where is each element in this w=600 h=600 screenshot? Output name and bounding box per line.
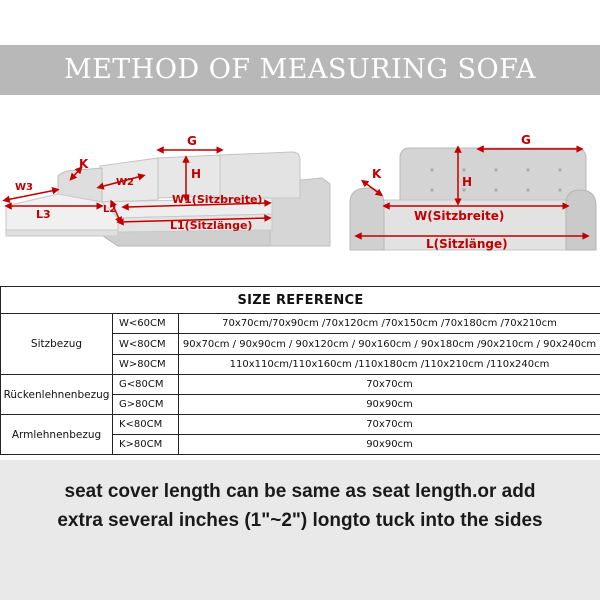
label-h-right: H [462,175,473,189]
header-banner [0,45,600,95]
table-header-row [1,287,600,314]
sofa-illustration [350,148,596,250]
table-row [1,415,600,435]
label-l2: L2 [103,204,117,215]
footer-line-2: extra several inches (1"~2") longto tuck into the sides [57,510,543,531]
sizes-cell: 70x70cm [179,415,600,435]
category-rueckenlehnenbezug: Rückenlehnenbezug [1,375,113,415]
size-reference-table-wrap [0,286,600,454]
label-g-left: G [187,134,197,148]
sizes-cell: 90x70cm / 90x90cm / 90x120cm / 90x160cm / 90x180cm /90x210cm / 90x240cm [179,334,600,355]
sectional-sofa-illustration [6,152,330,246]
label-k-left: K [79,157,89,171]
sectional-sofa-diagram [0,118,345,263]
label-w3: W3 [15,182,33,193]
table-row [1,375,600,395]
condition-cell: G<80CM [113,375,179,395]
category-armlehnenbezug: Armlehnenbezug [1,415,113,455]
condition-cell: W<80CM [113,334,179,355]
label-l-right: L(Sitzlänge) [426,237,508,251]
footer-line-1: seat cover length can be same as seat length.or add [64,481,536,502]
label-k-right: K [372,167,382,181]
label-l3: L3 [36,208,51,221]
category-sitzbezug: Sitzbezug [1,314,113,375]
sofa-diagram [340,118,600,263]
sizes-cell: 90x90cm [179,395,600,415]
sizes-cell: 70x70cm/70x90cm /70x120cm /70x150cm /70x180cm /70x210cm [179,314,600,334]
sizes-cell: 110x110cm/110x160cm /110x180cm /110x210cm /110x240cm [179,355,600,375]
label-l1: L1(Sitzlänge) [170,219,253,232]
sizes-cell: 70x70cm [179,375,600,395]
header-title: METHOD OF MEASURING SOFA [63,54,537,85]
condition-cell: W>80CM [113,355,179,375]
label-g-right: G [521,133,531,147]
table-row [1,314,600,334]
condition-cell: G>80CM [113,395,179,415]
condition-cell: K<80CM [113,415,179,435]
footer-note [0,460,600,600]
label-w1: W1(Sitzbreite) [172,193,263,206]
label-w2: W2 [116,177,134,188]
table-title: SIZE REFERENCE [1,287,600,314]
label-w-right: W(Sitzbreite) [414,209,505,223]
condition-cell: K>80CM [113,435,179,455]
condition-cell: W<60CM [113,314,179,334]
label-h-left: H [191,167,202,181]
size-reference-table [0,286,600,455]
sizes-cell: 90x90cm [179,435,600,455]
